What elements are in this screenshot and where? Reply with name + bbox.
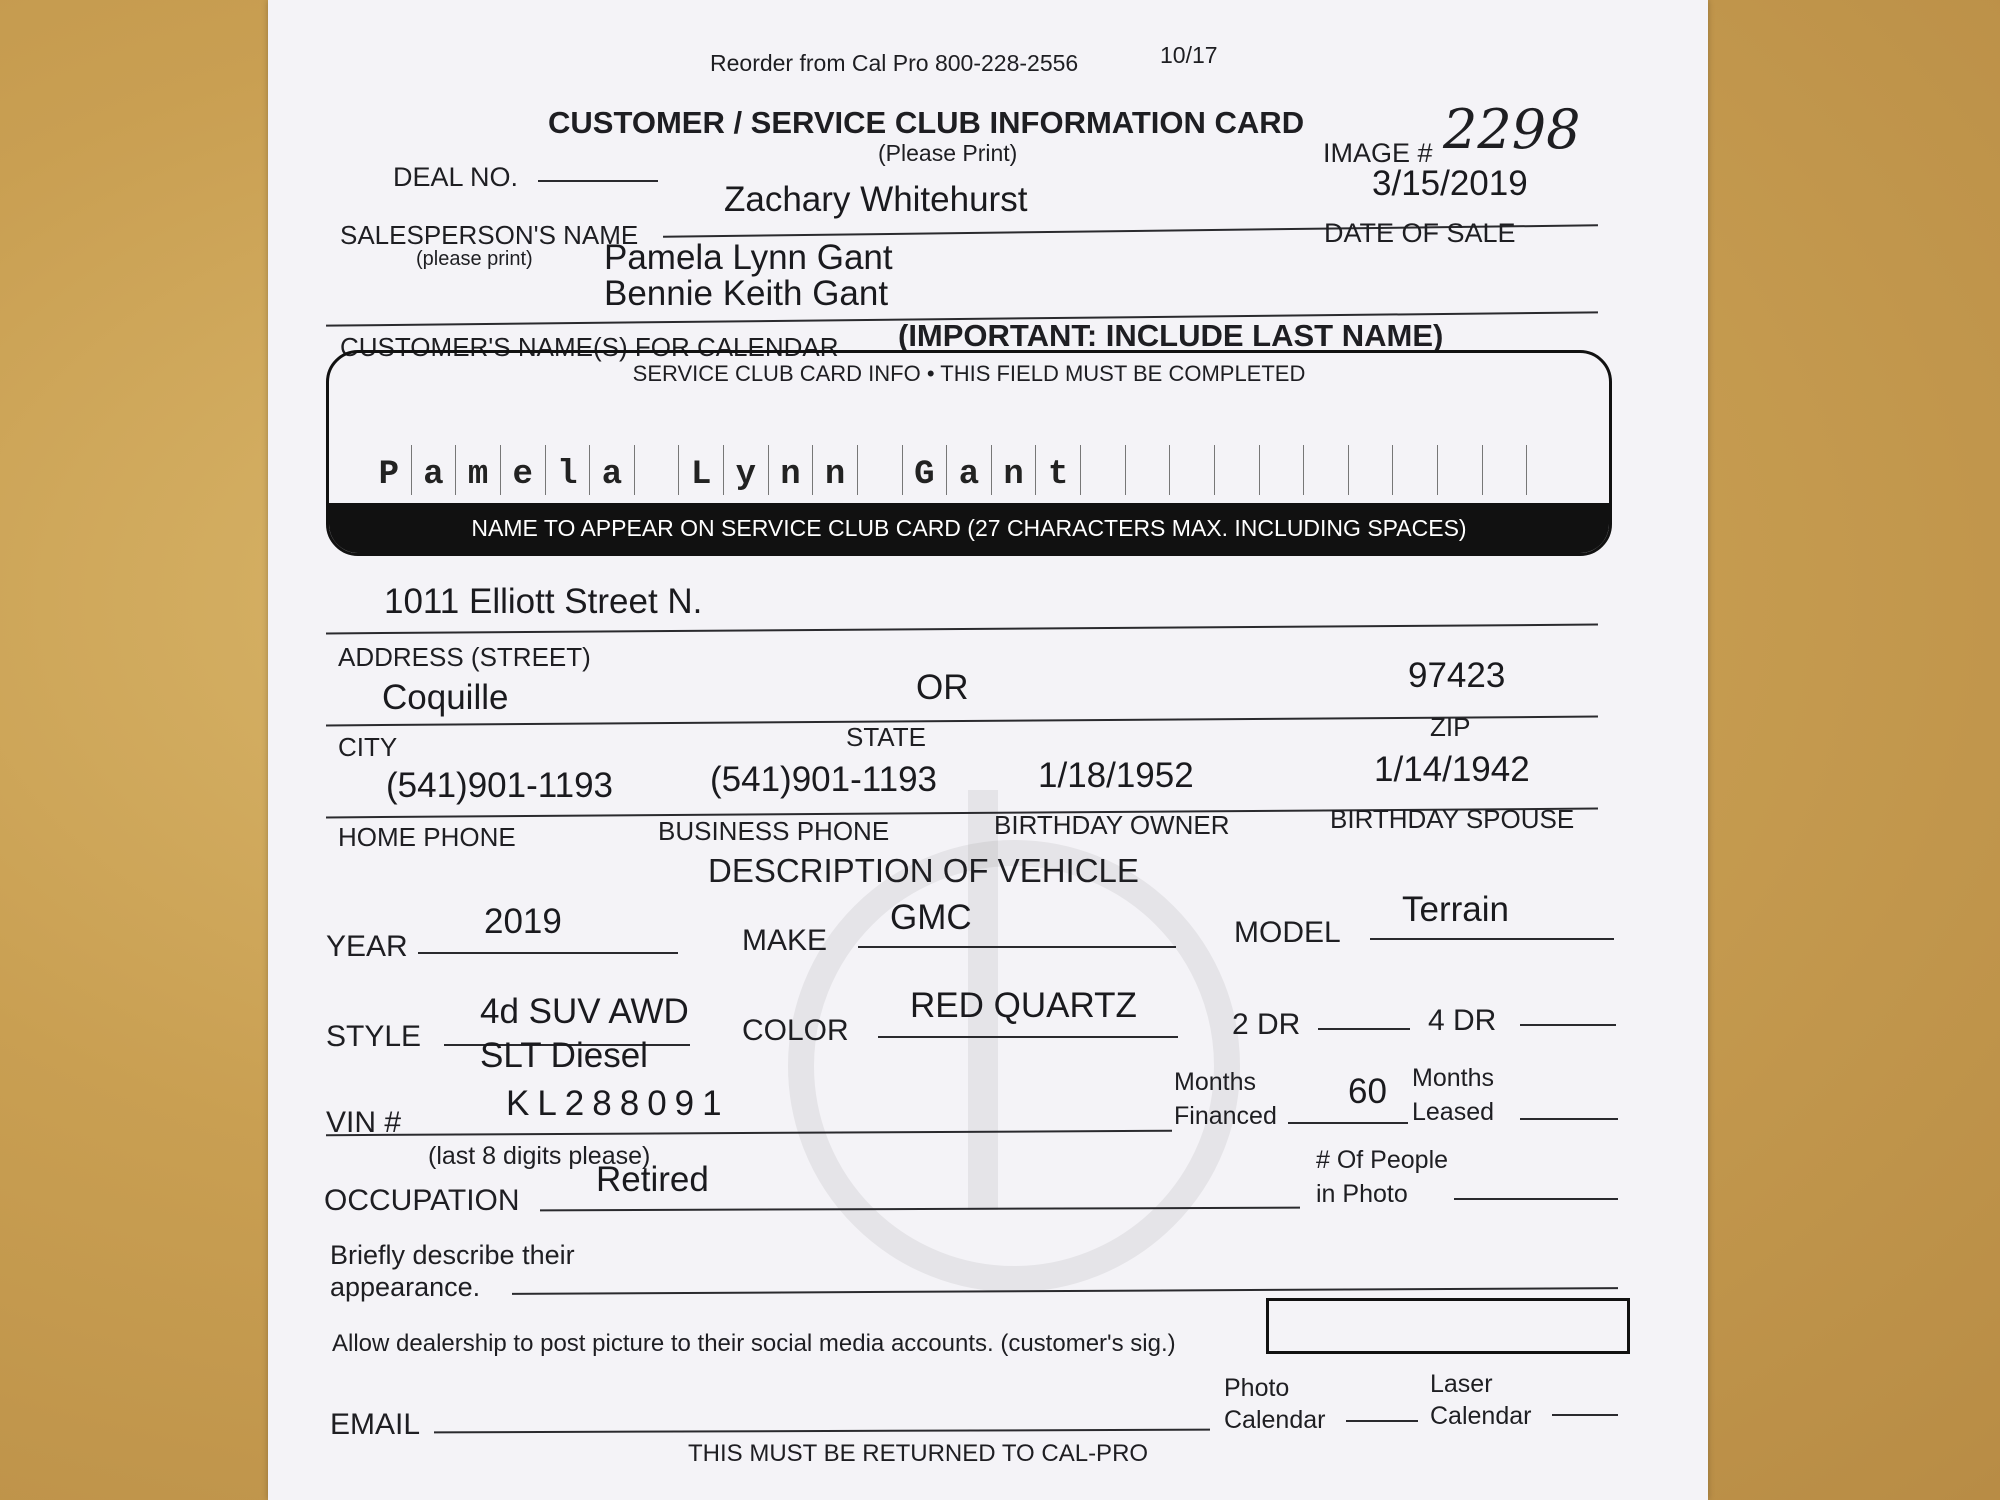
email-label: EMAIL bbox=[330, 1408, 421, 1441]
laser-calendar-line bbox=[1552, 1414, 1618, 1416]
service-card-char-cell: G bbox=[902, 445, 947, 495]
service-card-char-cell: l bbox=[545, 445, 590, 495]
style-line1: 4d SUV AWD bbox=[480, 992, 689, 1031]
service-card-header: SERVICE CLUB CARD INFO • THIS FIELD MUST BE COMPLETED bbox=[632, 361, 1306, 386]
customer-name-line1: Pamela Lynn Gant bbox=[604, 238, 893, 277]
service-card-char-cell: e bbox=[500, 445, 545, 495]
social-consent-label: Allow dealership to post picture to their social media accounts. (customer's sig.) bbox=[332, 1330, 1176, 1357]
vehicle-color: RED QUARTZ bbox=[910, 986, 1137, 1025]
birthday-spouse: 1/14/1942 bbox=[1374, 750, 1530, 789]
months-label: Months bbox=[1174, 1068, 1256, 1096]
people-label-line2: in Photo bbox=[1316, 1180, 1408, 1208]
salesperson-label: SALESPERSON'S NAME bbox=[340, 220, 639, 250]
zip: 97423 bbox=[1408, 656, 1506, 695]
cal-pro-watermark-ring bbox=[788, 840, 1240, 1292]
service-card-char-cell: P bbox=[378, 456, 400, 494]
two-door-line bbox=[1318, 1028, 1410, 1030]
date-of-sale-label: DATE OF SALE bbox=[1324, 218, 1516, 248]
photo-calendar-label: Calendar bbox=[1224, 1406, 1326, 1434]
occupation: Retired bbox=[596, 1160, 709, 1199]
laser-label: Laser bbox=[1430, 1370, 1493, 1398]
service-card-char-cell bbox=[1259, 445, 1304, 495]
business-phone: (541)901-1193 bbox=[710, 760, 938, 799]
model-line bbox=[1370, 938, 1614, 940]
state-label: STATE bbox=[846, 722, 926, 752]
please-print-small: (please print) bbox=[416, 248, 533, 270]
months-leased-label-top: Months bbox=[1412, 1064, 1494, 1092]
style-line2: SLT Diesel bbox=[480, 1036, 648, 1075]
service-card-char-cell bbox=[1482, 445, 1527, 495]
vin-hint: (last 8 digits please) bbox=[428, 1142, 651, 1170]
service-card-char-cell: a bbox=[411, 445, 456, 495]
calendar-name-label: CUSTOMER'S NAME(S) FOR CALENDAR bbox=[340, 332, 839, 362]
birthday-owner-label: BIRTHDAY OWNER bbox=[994, 810, 1230, 840]
please-print-note: (Please Print) bbox=[878, 140, 1018, 166]
reorder-info: Reorder from Cal Pro 800-228-2556 bbox=[710, 50, 1079, 76]
vehicle-model: Terrain bbox=[1402, 890, 1509, 929]
style-label: STYLE bbox=[326, 1020, 422, 1053]
four-door-label: 4 DR bbox=[1428, 1004, 1497, 1037]
service-card-char-cell: a bbox=[946, 445, 991, 495]
service-card-char-cell: t bbox=[1035, 445, 1080, 495]
customer-name-line2: Bennie Keith Gant bbox=[604, 274, 889, 313]
state: OR bbox=[916, 668, 969, 707]
service-card-char-cell: a bbox=[589, 445, 634, 495]
home-phone: (541)901-1193 bbox=[386, 766, 614, 805]
vehicle-section-title: DESCRIPTION OF VEHICLE bbox=[708, 852, 1139, 889]
appearance-line bbox=[512, 1287, 1618, 1295]
photo-label: Photo bbox=[1224, 1374, 1290, 1402]
service-club-card-box bbox=[326, 350, 1612, 556]
service-card-char-cell bbox=[1214, 445, 1259, 495]
customer-signature-box bbox=[1266, 1298, 1630, 1354]
model-label: MODEL bbox=[1234, 916, 1341, 949]
make-label: MAKE bbox=[742, 924, 828, 957]
months-financed: 60 bbox=[1348, 1072, 1387, 1111]
color-line bbox=[878, 1036, 1178, 1038]
service-card-char-cell bbox=[1303, 445, 1348, 495]
city: Coquille bbox=[382, 678, 509, 717]
service-card-char-cell bbox=[1392, 445, 1437, 495]
vehicle-year: 2019 bbox=[484, 902, 562, 941]
service-card-footer: NAME TO APPEAR ON SERVICE CLUB CARD (27 CHARACTERS MAX. INCLUDING SPACES) bbox=[329, 503, 1609, 553]
return-note: THIS MUST BE RETURNED TO CAL-PRO bbox=[688, 1440, 1149, 1467]
form-version: 10/17 bbox=[1160, 42, 1218, 68]
deal-no-label: DEAL NO. bbox=[393, 162, 519, 192]
service-card-char-cell bbox=[1348, 445, 1393, 495]
vehicle-make: GMC bbox=[890, 898, 972, 937]
image-number-label: IMAGE # bbox=[1323, 138, 1433, 168]
vin-label: VIN # bbox=[326, 1106, 402, 1139]
date-of-sale: 3/15/2019 bbox=[1372, 164, 1528, 203]
city-line bbox=[326, 716, 1598, 727]
service-card-char-cell: y bbox=[723, 445, 768, 495]
service-card-char-cell bbox=[1437, 445, 1482, 495]
business-phone-label: BUSINESS PHONE bbox=[658, 816, 890, 846]
service-card-char-cell bbox=[1125, 445, 1170, 495]
year-label: YEAR bbox=[326, 930, 408, 963]
service-card-char-cell: n bbox=[768, 445, 813, 495]
service-card-character-cells bbox=[367, 445, 1571, 495]
service-card-char-cell: n bbox=[991, 445, 1036, 495]
service-card-char-cell bbox=[857, 445, 902, 495]
home-phone-label: HOME PHONE bbox=[338, 822, 516, 852]
leased-line bbox=[1520, 1118, 1618, 1120]
four-door-line bbox=[1520, 1024, 1616, 1026]
color-label: COLOR bbox=[742, 1014, 849, 1047]
service-card-char-cell bbox=[1526, 445, 1571, 495]
service-card-char-cell bbox=[1169, 445, 1214, 495]
email-line bbox=[434, 1429, 1210, 1434]
leased-label: Leased bbox=[1412, 1098, 1495, 1126]
two-door-label: 2 DR bbox=[1232, 1008, 1301, 1041]
appearance-label-line1: Briefly describe their bbox=[330, 1240, 575, 1270]
service-card-char-cell: L bbox=[678, 445, 723, 495]
service-card-char-cell: m bbox=[455, 445, 500, 495]
financed-line bbox=[1288, 1122, 1408, 1124]
city-label: CITY bbox=[338, 732, 398, 762]
people-label-line1: # Of People bbox=[1316, 1146, 1449, 1174]
street-line bbox=[326, 624, 1598, 635]
salesperson-name: Zachary Whitehurst bbox=[724, 180, 1028, 219]
street-address: 1011 Elliott Street N. bbox=[384, 582, 703, 621]
service-club-card bbox=[268, 0, 1708, 1500]
occupation-label: OCCUPATION bbox=[324, 1184, 520, 1217]
birthday-spouse-label: BIRTHDAY SPOUSE bbox=[1330, 804, 1575, 834]
important-note: (IMPORTANT: INCLUDE LAST NAME) bbox=[898, 318, 1444, 353]
year-line bbox=[418, 952, 678, 954]
deal-no-line bbox=[538, 180, 658, 182]
service-card-char-cell bbox=[1080, 445, 1125, 495]
photo-calendar-line bbox=[1346, 1420, 1418, 1422]
image-number-handwritten: 2298 bbox=[1443, 98, 1581, 161]
make-line bbox=[858, 946, 1176, 948]
birthday-owner: 1/18/1952 bbox=[1038, 756, 1194, 795]
laser-calendar-label: Calendar bbox=[1430, 1402, 1532, 1430]
financed-label: Financed bbox=[1174, 1102, 1277, 1130]
zip-label: ZIP bbox=[1430, 712, 1471, 742]
appearance-label-line2: appearance. bbox=[330, 1272, 481, 1302]
service-card-char-cell bbox=[634, 445, 679, 495]
street-label: ADDRESS (STREET) bbox=[338, 642, 591, 672]
form-title: CUSTOMER / SERVICE CLUB INFORMATION CARD bbox=[548, 105, 1305, 140]
people-line bbox=[1454, 1198, 1618, 1200]
service-card-char-cell: n bbox=[812, 445, 857, 495]
vin-number: KL288091 bbox=[506, 1084, 730, 1123]
